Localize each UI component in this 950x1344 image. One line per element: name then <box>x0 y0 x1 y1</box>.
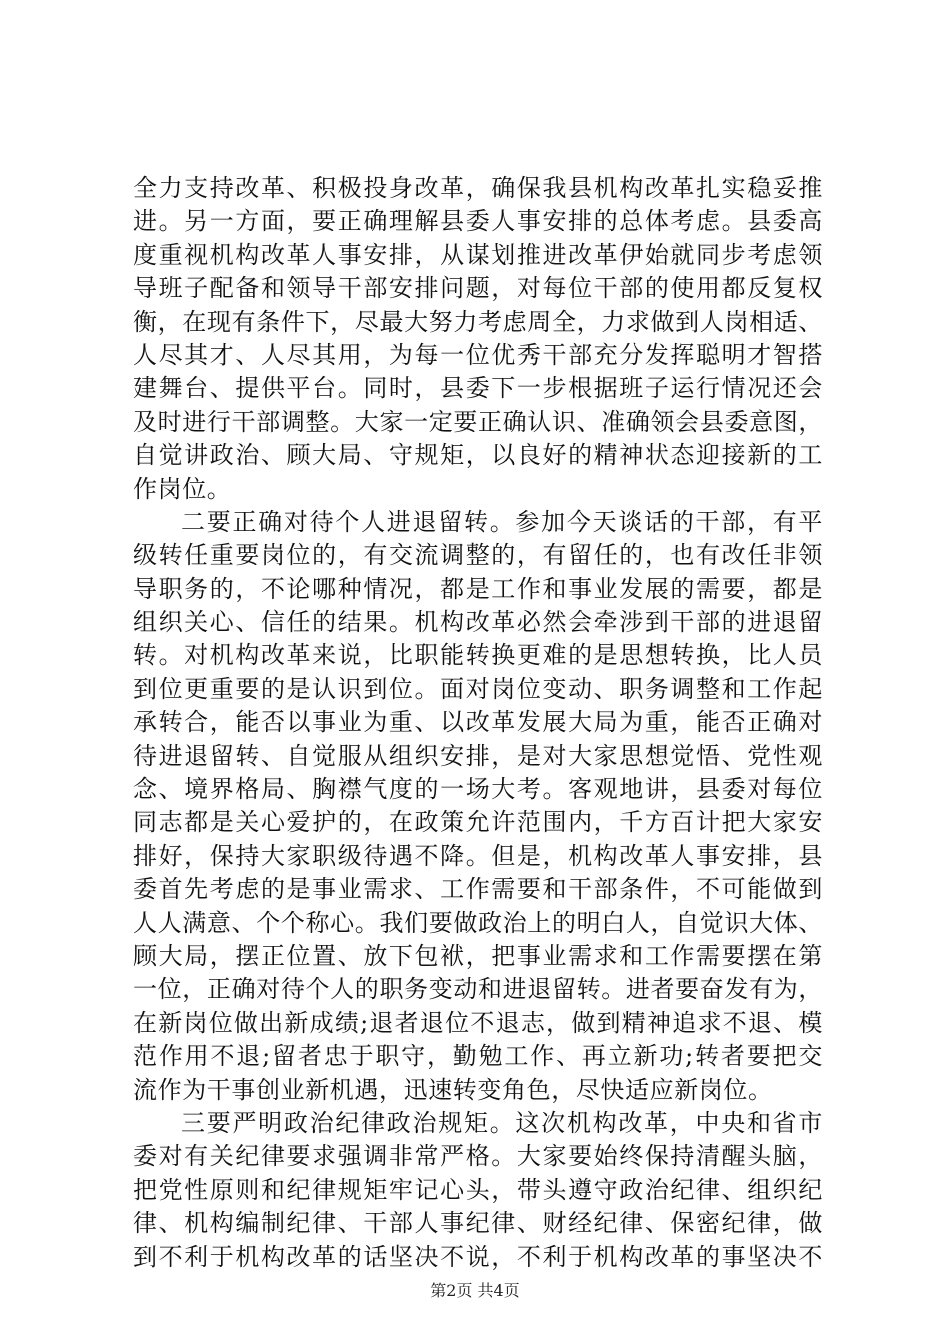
text-line: 同志都是关心爱护的，在政策允许范围内，千方百计把大家安 <box>133 808 823 837</box>
text-line: 范作用不退;留者忠于职守，勤勉工作、再立新功;转者要把交 <box>133 1042 823 1071</box>
text-line: 转。对机构改革来说，比职能转换更难的是思想转换，比人员 <box>133 641 823 670</box>
page-number-footer: 第2页 共4页 <box>430 1281 520 1300</box>
paragraph-2 <box>133 506 823 1107</box>
text-line: 自觉讲政治、顾大局、守规矩，以良好的精神状态迎接新的工 <box>133 441 823 470</box>
text-line: 到不利于机构改革的话坚决不说，不利于机构改革的事坚决不 <box>133 1242 823 1271</box>
text-line: 三要严明政治纪律政治规矩。这次机构改革，中央和省市 <box>181 1108 823 1137</box>
paragraph-1 <box>133 172 823 506</box>
text-line: 念、境界格局、胸襟气度的一场大考。客观地讲，县委对每位 <box>133 775 823 804</box>
text-line: 二要正确对待个人进退留转。参加今天谈话的干部，有平 <box>181 507 823 536</box>
text-line: 排好，保持大家职级待遇不降。但是，机构改革人事安排，县 <box>133 841 823 870</box>
text-line: 组织关心、信任的结果。机构改革必然会牵涉到干部的进退留 <box>133 608 823 637</box>
text-line: 顾大局，摆正位置、放下包袱，把事业需求和工作需要摆在第 <box>133 941 823 970</box>
text-line: 承转合，能否以事业为重、以改革发展大局为重，能否正确对 <box>133 708 823 737</box>
text-line: 人尽其才、人尽其用，为每一位优秀干部充分发挥聪明才智搭 <box>133 340 823 369</box>
text-line: 衡，在现有条件下，尽最大努力考虑周全，力求做到人岗相适、 <box>133 307 823 336</box>
text-line: 级转任重要岗位的，有交流调整的，有留任的，也有改任非领 <box>133 541 823 570</box>
text-line: 导职务的，不论哪种情况，都是工作和事业发展的需要，都是 <box>133 574 823 603</box>
text-line: 律、机构编制纪律、干部人事纪律、财经纪律、保密纪律，做 <box>133 1209 823 1238</box>
text-line: 建舞台、提供平台。同时，县委下一步根据班子运行情况还会 <box>133 374 823 403</box>
text-line: 全力支持改革、积极投身改革，确保我县机构改革扎实稳妥推 <box>133 174 823 202</box>
text-line: 作岗位。 <box>133 474 232 503</box>
text-line: 待进退留转、自觉服从组织安排，是对大家思想觉悟、党性观 <box>133 741 823 770</box>
text-line: 及时进行干部调整。大家一定要正确认识、准确领会县委意图， <box>133 407 823 436</box>
text-line: 委首先考虑的是事业需求、工作需要和干部条件，不可能做到 <box>133 875 823 904</box>
text-line: 进。另一方面，要正确理解县委人事安排的总体考虑。县委高 <box>133 207 823 236</box>
paragraph-3 <box>133 1107 823 1274</box>
text-line: 在新岗位做出新成绩;退者退位不退志，做到精神追求不退、模 <box>133 1008 823 1037</box>
text-line: 一位，正确对待个人的职务变动和进退留转。进者要奋发有为， <box>133 975 823 1004</box>
document-body <box>133 172 823 1274</box>
text-line: 流作为干事创业新机遇，迅速转变角色，尽快适应新岗位。 <box>133 1075 773 1104</box>
text-line: 导班子配备和领导干部安排问题，对每位干部的使用都反复权 <box>133 274 823 303</box>
text-line: 委对有关纪律要求强调非常严格。大家要始终保持清醒头脑， <box>133 1142 823 1171</box>
text-line: 到位更重要的是认识到位。面对岗位变动、职务调整和工作起 <box>133 674 823 703</box>
text-line: 把党性原则和纪律规矩牢记心头，带头遵守政治纪律、组织纪 <box>133 1175 823 1204</box>
text-line: 人人满意、个个称心。我们要做政治上的明白人，自觉识大体、 <box>133 908 823 937</box>
text-line: 度重视机构改革人事安排，从谋划推进改革伊始就同步考虑领 <box>133 240 823 269</box>
